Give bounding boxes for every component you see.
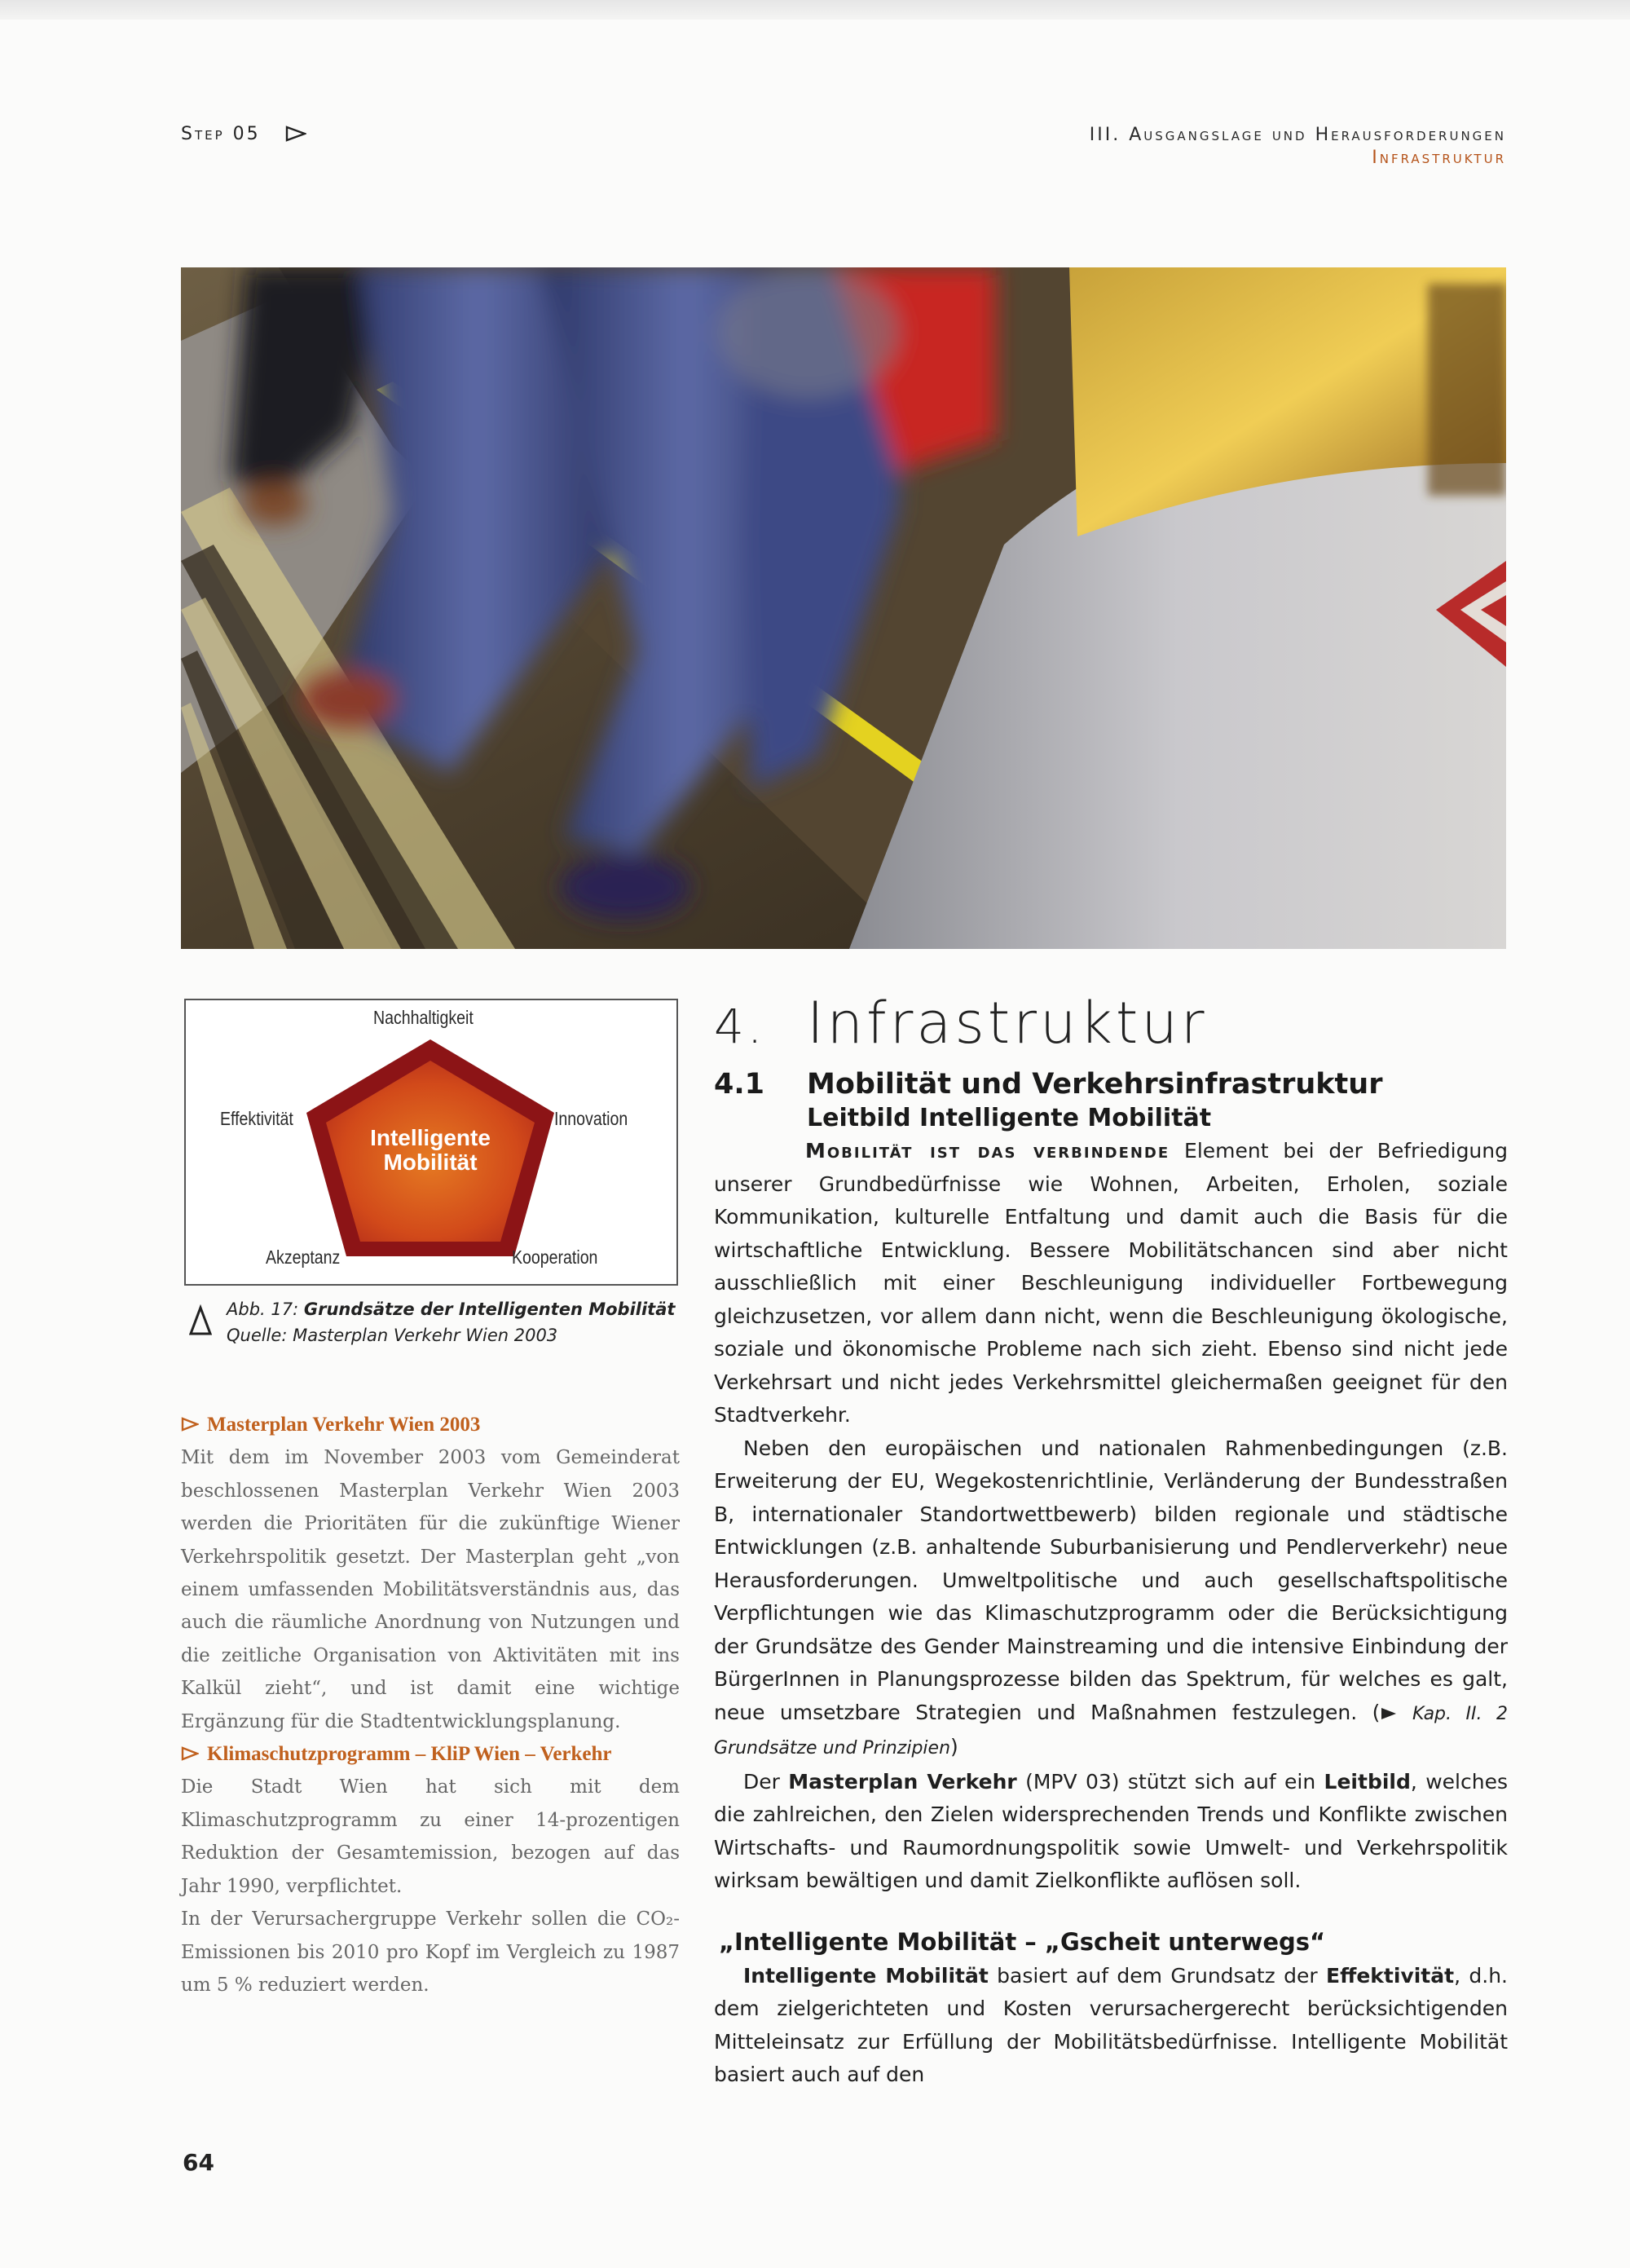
arrow-right-icon [181, 1746, 199, 1761]
mobility-principles-diagram [184, 999, 678, 1286]
sidebar-heading-2-text: Klimaschutzprogramm – KliP Wien – Verkehr [207, 1743, 612, 1766]
diagram-center-label [333, 1126, 528, 1175]
paragraph-text: Element bei der Befriedigung unserer Grundbedürfnisse wie Wohnen, Arbeiten, Erholen, soziale Kommunikation, kulturelle Entfaltung und damit auch die Basis für die wirtschaftliche Entwicklung. Bessere Mobilitätschancen sind aber nicht ausschließlich mit einer Beschleunigung individueller Fortbewegung gleichzusetzen, vor allem dann nicht, wenn die Beschleunigung ökologische, soziale und ökonomische Probleme nach sich zieht. Ebenso sind nicht jede Verkehrsart und nicht jedes Verkehrsmittel gleichermaßen geeignet für den Stadtverkehr. [714, 1139, 1508, 1427]
caption-source: Quelle: Masterplan Verkehr Wien 2003 [227, 1326, 558, 1345]
body-paragraph [714, 1135, 1508, 1432]
main-text-column [714, 986, 1508, 2092]
bold-term: Masterplan Verkehr [788, 1769, 1017, 1794]
section-title: Mobilität und Verkehrsinfrastruktur [807, 1068, 1383, 1101]
body-text [714, 1960, 1508, 2092]
arrow-right-icon [285, 126, 306, 142]
delta-icon [189, 1304, 212, 1337]
principle-nachhaltigkeit: Nachhaltigkeit [373, 1007, 474, 1028]
paragraph-text: basiert auf dem Grundsatz der [988, 1963, 1327, 1988]
principle-akzeptanz: Akzeptanz [266, 1247, 341, 1268]
running-header-chapter [1090, 124, 1506, 170]
body-paragraph [714, 1432, 1508, 1766]
scan-edge [0, 0, 1630, 20]
sidebar-paragraph: Die Stadt Wien hat sich mit dem Klimaschutzprogramm zu einer 14-prozentigen Reduktion der Gesamtemission, bezogen auf das Jahr 1990, verpflichtet. [181, 1776, 680, 1897]
principle-innovation: Innovation [554, 1108, 628, 1129]
section-label: Infrastruktur [1372, 148, 1506, 168]
bold-term: Leitbild [1324, 1769, 1411, 1794]
arrow-right-icon [1380, 1707, 1398, 1720]
subheading: „Intelligente Mobilität – „Gscheit unterwegs“ [719, 1927, 1326, 1956]
sidebar-paragraph: Mit dem im November 2003 vom Gemeinderat beschlossenen Masterplan Verkehr Wien 2003 werden die Prioritäten für die zukünftige Wiener Verkehrspolitik gesetzt. Der Masterplan geht „von einem umfassenden Mobilitätsverständnis aus, das auch die räumliche Anordnung von Nutzungen und die zeitliche Organisation von Aktivitäten mit ins Kalkül zieht“, und ist damit eine wichtige Ergänzung für die Stadtentwicklungsplanung. [181, 1447, 680, 1732]
caption-prefix: Abb. 17: [227, 1299, 304, 1319]
center-line-1: Intelligente [370, 1125, 491, 1150]
section-subtitle: Leitbild Intelligente Mobilität [807, 1104, 1212, 1132]
center-line-2: Mobilität [383, 1149, 478, 1175]
sidebar-notes [181, 1409, 680, 2001]
section-heading [714, 1066, 1508, 1102]
running-header-step [181, 124, 306, 144]
sidebar-paragraph: In der Verursachergruppe Verkehr sollen die CO₂-Emissionen bis 2010 pro Kopf im Vergleich zu 1987 um 5 % reduziert werden. [181, 1908, 680, 1996]
step-label: Step 05 [181, 124, 261, 144]
paragraph-text: Der [743, 1769, 789, 1794]
chapter-heading [714, 986, 1508, 1060]
paragraph-text: , welches die zahlreichen, den Zielen widersprechenden Trends und Konflikte zwischen Wirtschafts- und Raumordnungspolitik sowie Umwelt- und Verkehrspolitik wirksam bewältigen und damit Zielkonflikte auflösen soll. [714, 1769, 1508, 1892]
body-paragraph [714, 1766, 1508, 1898]
paragraph-text: Neben den europäischen und nationalen Rahmenbedingungen (z.B. Erweiterung der EU, Wegekostenrichtlinie, Verländerung der Bundesstraßen B, internationaler Standortwettbewerb) bilden regionale und städtische Entwicklungen (z.B. anhaltende Suburbanisierung und Pendlerverkehr) neue Herausforderungen. Umweltpolitische und auch gesellschaftspolitische Verpflichtungen wie das Klimaschutzprogramm oder die Berücksichtigung der Grundsätze des Gender Mainstreaming und die intensive Einbindung der BürgerInnen in Planungsprozesse bilden das Spektrum, für welches es galt, neue umsetzbare Strategien und Maßnahmen festzulegen. ( [714, 1436, 1508, 1724]
body-paragraph [714, 1960, 1508, 2092]
page-number: 64 [183, 2149, 214, 2176]
caption-title [227, 1299, 675, 1319]
body-text [714, 1135, 1508, 1898]
chapter-label: III. Ausgangslage und Herausforderungen [1089, 125, 1506, 145]
principle-effektivitaet: Effektivität [220, 1108, 293, 1129]
caption-title-text: Grundsätze der Intelligenten Mobilität [303, 1299, 676, 1319]
sidebar-heading-1-text: Masterplan Verkehr Wien 2003 [207, 1414, 481, 1436]
paragraph-text: , d.h. dem zielgerichteten und Kosten verursachergerecht berücksichtigenden Mitteleinsatz zur Erfüllung der Mobilitätsbedürfnisse. Intelligente Mobilität basiert auch auf den [714, 1963, 1508, 2086]
bold-term: Intelligente Mobilität [743, 1963, 989, 1988]
subway-photo [181, 267, 1506, 949]
figure-caption [184, 1296, 676, 1353]
principle-kooperation: Kooperation [512, 1247, 598, 1268]
sidebar-heading-masterplan [181, 1409, 680, 1441]
paragraph-text: ) [950, 1735, 958, 1758]
chapter-title: Infrastruktur [807, 990, 1208, 1057]
paragraph-text: (MPV 03) stützt sich auf ein [1016, 1769, 1324, 1794]
section-number: 4.1 [714, 1068, 765, 1101]
sidebar-heading-klip [181, 1738, 680, 1771]
chapter-number: 4. [714, 999, 766, 1054]
lead-in: Mobilität ist das verbindende [805, 1139, 1170, 1163]
cross-reference-text: Kap. II. 2 Grundsätze und Prinzipien [714, 1703, 1508, 1758]
bold-term: Effektivität [1326, 1963, 1455, 1988]
arrow-right-icon [181, 1417, 199, 1432]
